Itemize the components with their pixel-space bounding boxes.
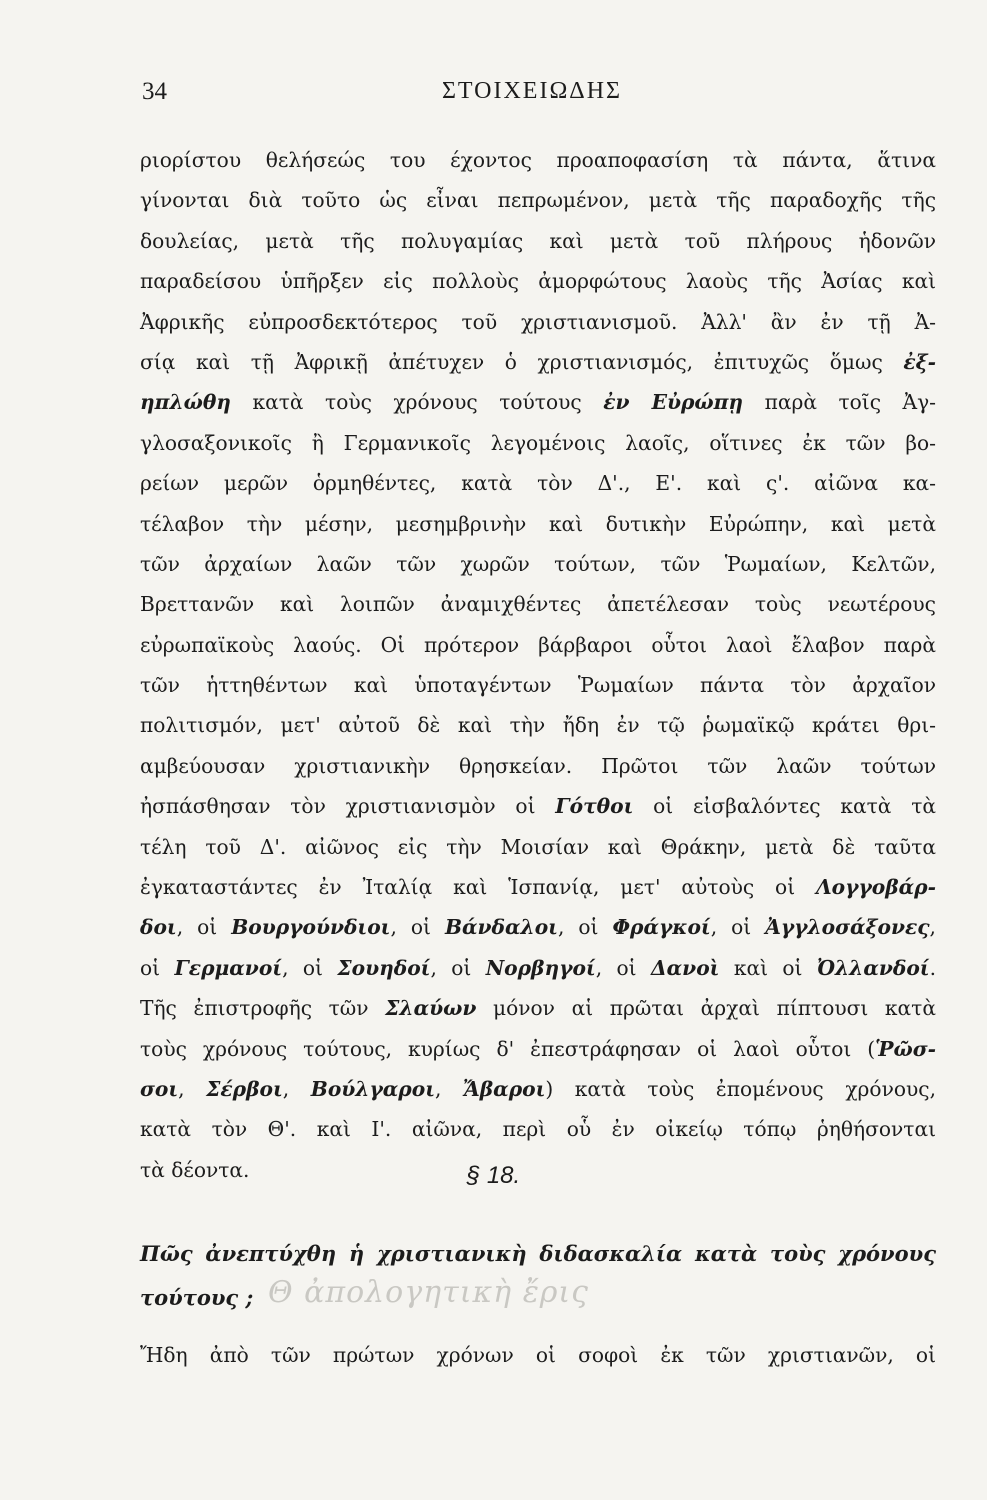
text-segment: καὶ οἱ	[719, 955, 817, 980]
text-segment: τοὺς χρόνους τούτους, κυρίως δ' ἐπεστράφησαν οἱ λαοὶ οὗτοι (	[140, 1036, 876, 1061]
text-line	[140, 746, 936, 786]
emphasized-term: Γότθοι	[555, 794, 634, 819]
text-segment: .	[929, 955, 936, 980]
emphasized-term: Βούλγαροι	[310, 1076, 435, 1101]
text-line	[140, 342, 936, 382]
emphasized-term: Ἄβαροι	[462, 1076, 546, 1101]
emphasized-term: Ῥῶσ-	[875, 1036, 936, 1061]
text-segment: ἐγκαταστάντες ἐν Ἰταλίᾳ καὶ Ἱσπανίᾳ, μετ' αὐτοὺς οἱ	[140, 875, 816, 900]
text-segment: ,	[282, 1076, 311, 1101]
text-segment: πολιτισμόν, μετ' αὐτοῦ δὲ καὶ τὴν ἤδη ἐν τῷ ῥωμαϊκῷ κράτει θρι-	[140, 713, 936, 738]
emphasized-term: Βάνδαλοι	[444, 915, 558, 940]
text-segment: , οἱ	[390, 915, 445, 940]
text-line	[140, 1109, 936, 1149]
text-line	[140, 827, 936, 867]
text-segment: δουλείας, μετὰ τῆς πολυγαμίας καὶ μετὰ τοῦ πλήρους ἡδονῶν	[140, 228, 936, 253]
text-line: Ἤδη ἀπὸ τῶν πρώτων χρόνων οἱ σοφοὶ ἐκ τῶν χριστιανῶν, οἱ	[140, 1343, 936, 1367]
text-segment: Βρεττανῶν καὶ λοιπῶν ἀναμιχθέντες ἀπετέλεσαν τοὺς νεωτέρους	[140, 592, 936, 617]
text-line	[140, 948, 936, 988]
text-line	[140, 1069, 936, 1109]
text-segment: γίνονται διὰ τοῦτο ὡς εἶναι πεπρωμένον, μετὰ τῆς παραδοχῆς τῆς	[140, 188, 936, 213]
running-head	[142, 78, 932, 114]
text-segment: ἠσπάσθησαν τὸν χριστιανισμὸν οἱ	[140, 794, 556, 819]
text-line	[140, 463, 936, 503]
text-segment: ριορίστου θελήσεώς του έχοντος προαποφασίση τὰ πάντα, ἅτινα	[140, 148, 936, 172]
text-segment: τῶν ἡττηθέντων καὶ ὑποταγέντων Ῥωμαίων πάντα τὸν ἀρχαῖον	[140, 673, 936, 698]
text-line	[140, 140, 936, 180]
running-title: ΣΤΟΙΧΕΙΩΔΗΣ	[441, 78, 623, 104]
text-segment: εὐρωπαϊκοὺς λαούς. Οἱ πρότερον βάρβαροι οὗτοι λαοὶ ἔλαβον παρὰ	[140, 632, 936, 657]
text-segment: , οἱ	[282, 955, 338, 980]
text-segment: κατὰ τοὺς χρόνους τούτους	[230, 390, 604, 415]
text-segment: ,	[178, 1076, 207, 1101]
text-line	[140, 1029, 936, 1069]
text-line	[140, 907, 936, 947]
emphasized-term: Σουηδοί	[337, 955, 431, 980]
text-segment: , οἱ	[595, 955, 651, 980]
section-heading-line: τούτους ;	[140, 1285, 254, 1310]
emphasized-term: Ἀγγλοσάξονες	[765, 915, 930, 940]
emphasized-term: Φράγκοί	[612, 915, 711, 940]
text-line	[140, 584, 936, 624]
text-segment: Τῆς ἐπιστροφῆς τῶν	[140, 996, 386, 1021]
page-number: 34	[142, 78, 167, 105]
emphasized-term: σοι	[140, 1076, 179, 1101]
emphasized-term: ηπλώθη	[140, 390, 231, 415]
text-segment: , οἱ	[710, 915, 766, 940]
text-line	[140, 423, 936, 463]
text-line	[140, 261, 936, 301]
text-line	[140, 544, 936, 584]
text-segment: παραδείσου ὑπῆρξεν εἰς πολλοὺς ἀμορφώτους λαοὺς τῆς Ἀσίας καὶ	[140, 269, 936, 294]
text-segment: οἱ εἰσβαλόντες κατὰ τὰ	[633, 794, 936, 819]
text-segment: παρὰ τοῖς Ἀγ-	[743, 390, 936, 415]
text-line	[140, 867, 936, 907]
emphasized-term: Βουργούνδιοι	[231, 915, 391, 940]
text-segment: , οἱ	[430, 955, 486, 980]
text-line	[140, 988, 936, 1028]
text-line	[140, 786, 936, 826]
text-segment: γλοσαξονικοῖς ἢ Γερμανικοῖς λεγομένοις λαοῖς, οἵτινες ἐκ τῶν βο-	[140, 430, 936, 455]
text-segment: τέλη τοῦ Δ'. αἰῶνος εἰς τὴν Μοισίαν καὶ Θράκην, μετὰ δὲ ταῦτα	[140, 834, 936, 859]
text-segment: τὰ δέοντα.	[140, 1157, 250, 1182]
text-segment: ρείων μερῶν ὁρμηθέντες, κατὰ τὸν Δ'., Ε'. καὶ ς'. αἰῶνα κα-	[140, 471, 936, 496]
section-number: § 18.	[466, 1162, 521, 1189]
emphasized-term: Λογγοβάρ-	[816, 875, 936, 900]
text-segment: ,	[929, 915, 936, 940]
emphasized-term: Δανοὶ	[650, 955, 720, 980]
text-segment: , οἱ	[557, 915, 613, 940]
section-first-paragraph	[140, 1335, 936, 1375]
emphasized-term: Σλαύων	[385, 996, 477, 1021]
emphasized-term: Γερμανοί	[174, 955, 283, 980]
section-heading-line: Πῶς ἀνεπτύχθη ἡ χριστιανικὴ διδασκαλία κατὰ τοὺς χρόνους	[140, 1241, 936, 1266]
emphasized-term: ἐξ-	[903, 349, 936, 374]
emphasized-term: ἐν Εὐρώπῃ	[603, 390, 744, 415]
emphasized-term: Ὀλλανδοί	[816, 955, 930, 980]
text-segment: ) κατὰ τοὺς ἐπομένους χρόνους,	[545, 1076, 936, 1101]
emphasized-term: Σέρβοι	[206, 1076, 283, 1101]
text-line	[140, 665, 936, 705]
text-segment: Ἀφρικῆς εὐπροσδεκτότερος τοῦ χριστιανισμοῦ. Ἀλλ' ἂν ἐν τῇ Ἀ-	[140, 309, 936, 334]
text-segment: κατὰ τὸν Θ'. καὶ Ι'. αἰῶνα, περὶ οὗ ἐν οἰκείῳ τόπῳ ῥηθήσονται	[140, 1117, 936, 1142]
text-segment: οἱ	[140, 955, 175, 980]
text-line	[140, 705, 936, 745]
text-line	[140, 302, 936, 342]
text-segment: μόνον αἱ πρῶται ἀρχαὶ πίπτουσι κατὰ	[476, 996, 936, 1021]
text-segment: ,	[434, 1076, 463, 1101]
text-segment: σίᾳ καὶ τῇ Ἀφρικῇ ἀπέτυχεν ὁ χριστιανισμός, ἐπιτυχῶς ὅμως	[140, 349, 904, 374]
emphasized-term: δοι	[140, 915, 177, 940]
handwritten-margin-note: Θ ἀπολογητικὴ ἔρις	[268, 1275, 589, 1310]
text-line	[140, 382, 936, 422]
text-line	[140, 180, 936, 220]
text-segment: τῶν ἀρχαίων λαῶν τῶν χωρῶν τούτων, τῶν Ῥωμαίων, Κελτῶν,	[140, 551, 936, 576]
emphasized-term: Νορβηγοί	[485, 955, 596, 980]
body-text	[140, 140, 936, 1190]
text-segment: τέλαβον τὴν μέσην, μεσημβρινὴν καὶ δυτικὴν Εὐρώπην, καὶ μετὰ	[140, 511, 936, 536]
text-line	[140, 504, 936, 544]
text-segment: αμβεύουσαν χριστιανικὴν θρησκείαν. Πρῶτοι τῶν λαῶν τούτων	[140, 753, 936, 778]
text-line	[140, 625, 936, 665]
text-line	[140, 221, 936, 261]
text-segment: , οἱ	[176, 915, 232, 940]
